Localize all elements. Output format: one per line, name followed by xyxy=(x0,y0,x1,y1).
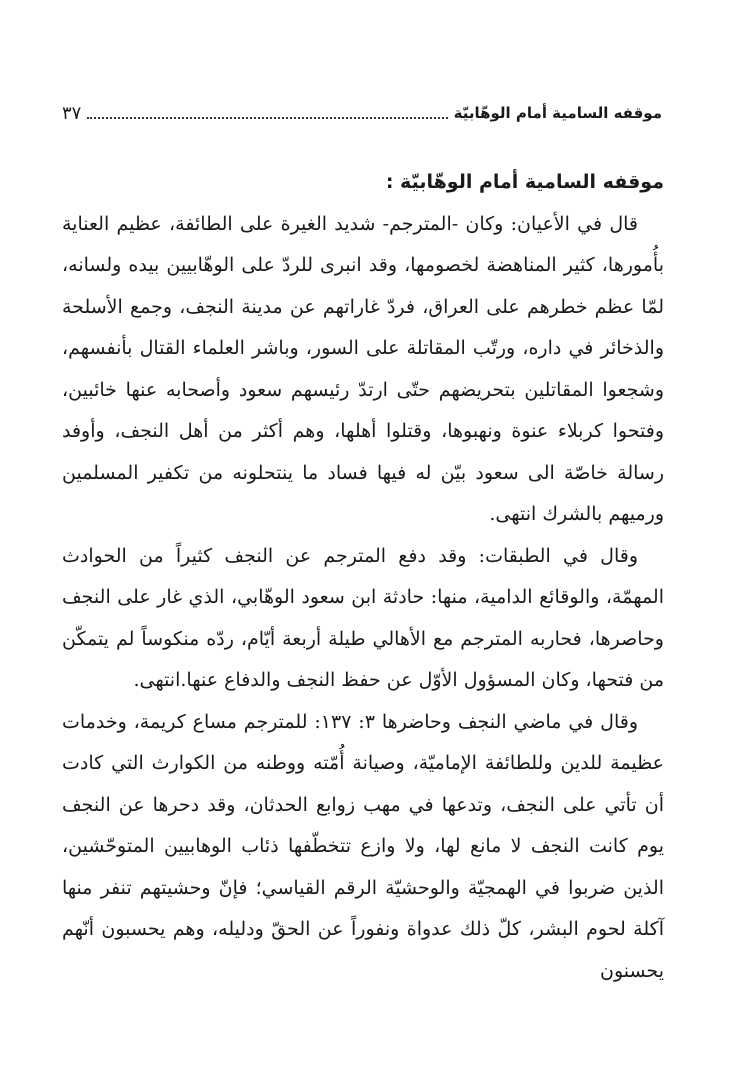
body-text xyxy=(62,162,664,992)
paragraph-aayan: قال في الأعيان: وكان -المترجم- شديد الغيرة على الطائفة، عظيم العناية بأُمورها، كثير المناهضة لخصومها، وقد انبرى للردّ على الوهّابيين بيده ولسانه، لمّا عظم خطرهم على العراق، فردّ غاراتهم عن مدينة النجف، وجمع الأسلحة والذخائر في داره، ورتّب المقاتلة على السور، وباشر العلماء القتال بأنفسهم، وشجعوا المقاتلين بتحريضهم حتّى ارتدّ رئيسهم سعود وأصحابه عنها خائبين، وفتحوا كربلاء عنوة ونهبوها، وقتلوا أهلها، وهم أكثر من أهل النجف، وأوفد رسالة خاصّة الى سعود بيّن له فيها فساد ما ينتحلونه من تكفير المسلمين ورميهم بالشرك انتهى. xyxy=(62,212,664,525)
running-title: موقفه السامية أمام الوهّابيّة xyxy=(453,104,662,122)
section-heading: موقفه السامية أمام الوهّابيّة : xyxy=(385,171,664,193)
paragraph-tabaqat: وقال في الطبقات: وقد دفع المترجم عن النجف كثيراً من الحوادث المهمّة، والوقائع الدامية، منها: حادثة ابن سعود الوهّابي، الذي غار على النجف وحاصرها، فحاربه المترجم مع الأهالي طيلة أربعة أيّام، ردّه منكوساً لم يتمكّن من فتحها، وكان المسؤول الأوّل عن حفظ النجف والدفاع عنها.انتهى. xyxy=(62,544,664,691)
paragraph-madi-najaf: وقال في ماضي النجف وحاضرها ٣: ١٣٧: للمترجم مساع كريمة، وخدمات عظيمة للدين وللطائفة الإماميّة، وصيانة أُمّته ووطنه من الكوارث التي كادت أن تأتي على النجف، وتدعها في مهب زوابع الحدثان، وقد دحرها عن النجف يوم كانت النجف لا مانع لها، ولا وازع تتخطّفها ذئاب الوهابيين المتوحّشين، الذين ضربوا في الهمجيّة والوحشيّة الرقم القياسي؛ فإنّ وحشيتهم تنفر منها آكلة لحوم البشر، كلّ ذلك عدواة ونفوراً عن الحقّ ودليله، وهم يحسبون أنّهم يحسنون xyxy=(62,710,664,982)
running-header xyxy=(62,98,662,128)
dotted-leader xyxy=(87,107,447,119)
page-number: ٣٧ xyxy=(62,102,82,124)
